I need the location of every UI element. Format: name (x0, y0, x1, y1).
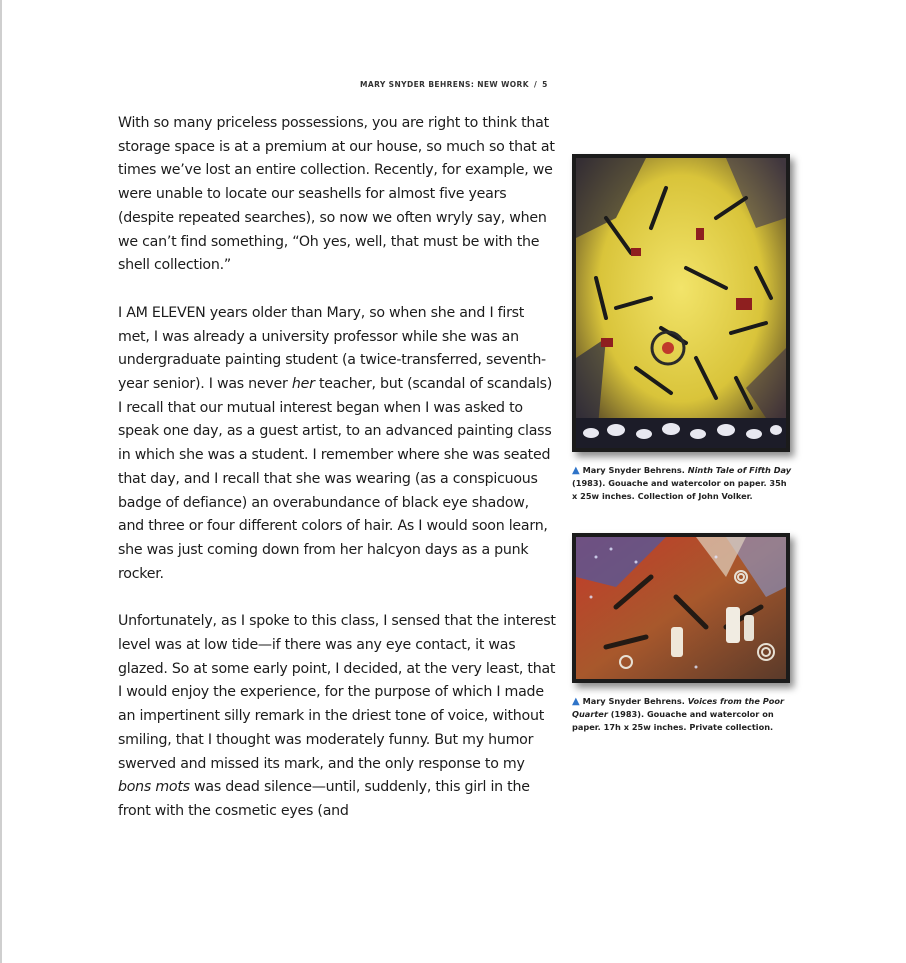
text-run: With so many priceless possessions, you are right to think that storage space is at a premium at our house, so much so that at times we’ve lost an entire collection. Recently, for example, we were unable to locate our seashells for almost five years (despite repeated searches), so now we often wryly say, when we can’t find something, “Oh yes, well, that must be with the shell collection.” (118, 115, 555, 274)
paragraph (118, 610, 558, 823)
caption-marker-icon: ▲ (572, 465, 580, 476)
painting-voices-poor-quarter (572, 533, 790, 683)
caption-voices-poor-quarter (572, 695, 792, 734)
caption-marker-icon: ▲ (572, 696, 580, 707)
paragraph (118, 112, 558, 278)
caption-ninth-tale (572, 464, 792, 503)
painting-ninth-tale-image (576, 158, 786, 448)
running-title: MARY SNYDER BEHRENS: NEW WORK (360, 80, 529, 89)
emphasis-text: her (291, 376, 315, 393)
caption-artist: Mary Snyder Behrens. (582, 465, 685, 475)
text-run: teacher, but (scandal of scandals) I recall that our mutual interest began when I was asked to speak one day, as a guest artist, to an advanced painting class in which she was a student. I remember where she was seated that day, and I recall that she was wearing (as a conspicuous badge of defiance) an overabundance of black eye shadow, and three or four different colors of hair. As I would soon learn, she was just coming down from her halcyon days as a punk rocker. (118, 376, 553, 582)
body-text (118, 112, 558, 824)
caption-artist: Mary Snyder Behrens. (582, 696, 685, 706)
text-run: Unfortunately, as I spoke to this class, I sensed that the interest level was at low tide—if there was any eye contact, it was glazed. So at some early point, I decided, at the very least, that I would enjoy the experience, for the purpose of which I made an impertinent silly remark in the driest tone of voice, without smiling, that I thought was moderately funny. But my humor swerved and missed its mark, and the only response to my (118, 613, 556, 772)
figure-ninth-tale (572, 154, 792, 503)
caption-details: (1983). Gouache and watercolor on paper. 17h x 25w inches. Private collection. (572, 709, 774, 732)
figure-voices-poor-quarter (572, 533, 792, 734)
text-run: I AM ELEVEN (118, 304, 206, 321)
running-head (360, 80, 546, 89)
caption-details: (1983). Gouache and watercolor on paper. 35h x 25w inches. Collection of John Volker. (572, 478, 787, 501)
running-head-separator: / (533, 80, 538, 89)
paragraph (118, 302, 558, 586)
text-run: was dead silence—until, suddenly, this girl in the front with the cosmetic eyes (and (118, 779, 530, 819)
page-edge (0, 0, 2, 963)
caption-title: Voices from the Poor Quarter (572, 696, 785, 719)
text-run: years older than Mary, so when she and I first met, I was already a university professor while she was an undergraduate painting student (a twice-transferred, seventh-year senior). I was never (118, 304, 546, 393)
emphasis-text: bons mots (118, 779, 190, 796)
painting-voices-poor-quarter-image (576, 537, 786, 679)
caption-title: Ninth Tale of Fifth Day (687, 465, 792, 475)
page-number: 5 (542, 80, 548, 89)
painting-ninth-tale (572, 154, 790, 452)
